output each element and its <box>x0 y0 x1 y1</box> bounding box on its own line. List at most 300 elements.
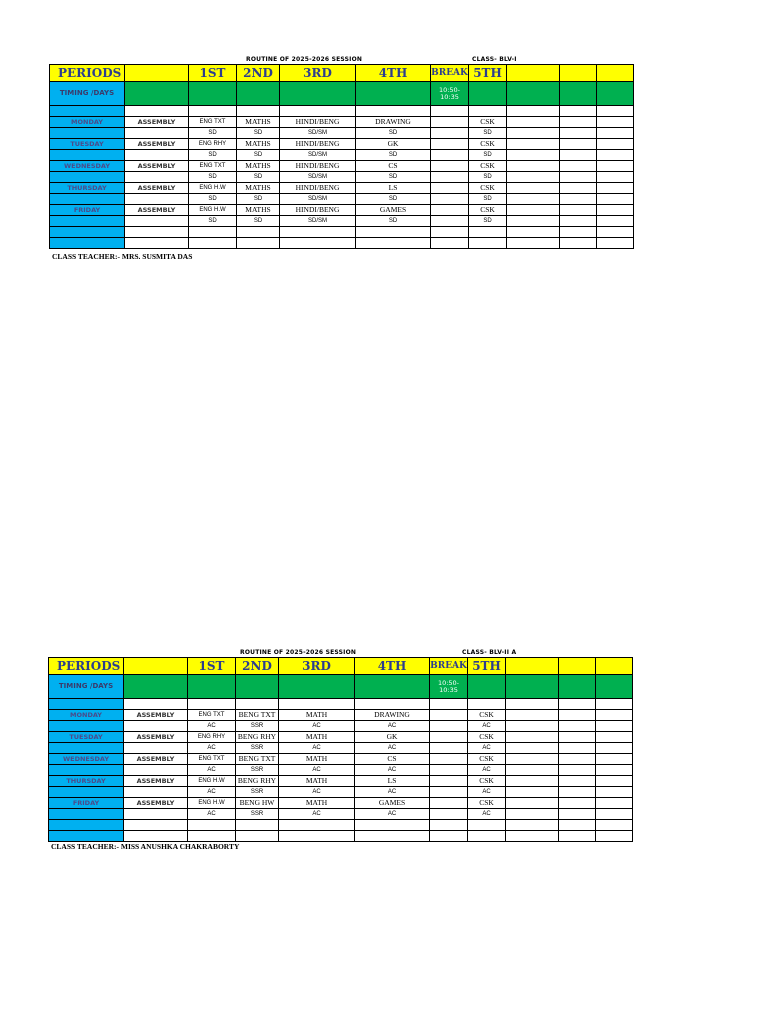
day-cell <box>49 699 124 710</box>
day-cell <box>50 128 125 139</box>
timing-cell <box>124 675 188 699</box>
subject-cell: ENG H.W <box>188 776 236 787</box>
break-cell <box>430 754 468 765</box>
teacher-cell: SD <box>237 150 280 161</box>
header-blank <box>507 65 560 82</box>
day-cell <box>50 150 125 161</box>
table-row <box>50 227 634 238</box>
subject-cell: HINDI/BENG <box>280 139 356 150</box>
table-cell <box>507 172 560 183</box>
table-cell <box>125 216 189 227</box>
table-cell <box>559 710 596 721</box>
teacher-cell: AC <box>468 809 506 820</box>
table-cell <box>507 183 560 194</box>
break-cell <box>430 710 468 721</box>
table-row <box>49 831 633 842</box>
table-cell <box>468 831 506 842</box>
table-row <box>50 65 634 82</box>
table-cell <box>596 721 633 732</box>
table-cell <box>596 798 633 809</box>
header-period-2: 2ND <box>237 65 280 82</box>
table-cell <box>596 787 633 798</box>
subject-cell: BENG RHY <box>236 732 279 743</box>
header-break: BREAK <box>431 65 469 82</box>
table-cell <box>596 710 633 721</box>
teacher-cell: AC <box>468 743 506 754</box>
teacher-cell: SSR <box>236 809 279 820</box>
day-thursday: THURSDAY <box>50 183 125 194</box>
break-cell <box>430 732 468 743</box>
timing-cell <box>560 82 597 106</box>
subject-cell: CS <box>355 754 430 765</box>
teacher-cell: SD <box>356 128 431 139</box>
subject-cell: MATHS <box>237 161 280 172</box>
subject-cell: HINDI/BENG <box>280 183 356 194</box>
header-period-3: 3RD <box>279 658 355 675</box>
table-cell <box>125 238 189 249</box>
table-cell <box>559 765 596 776</box>
timing-cell <box>506 675 559 699</box>
subject-cell: DRAWING <box>355 710 430 721</box>
table-cell <box>124 820 188 831</box>
timing-cell <box>469 82 507 106</box>
table-cell <box>356 106 431 117</box>
teacher-cell: SD <box>237 216 280 227</box>
table-row <box>50 172 634 183</box>
table-cell <box>559 798 596 809</box>
table-row <box>49 809 633 820</box>
table-row <box>50 194 634 205</box>
teacher-cell: SD <box>469 216 507 227</box>
table-row <box>50 82 634 106</box>
routine-table <box>48 657 633 842</box>
table-cell <box>560 128 597 139</box>
table-cell <box>125 106 189 117</box>
table-cell <box>236 831 279 842</box>
teacher-cell: AC <box>355 721 430 732</box>
table-row <box>49 765 633 776</box>
assembly-cell: ASSEMBLY <box>124 754 188 765</box>
table-cell <box>279 699 355 710</box>
subject-cell: MATHS <box>237 205 280 216</box>
teacher-cell: SD <box>356 216 431 227</box>
assembly-cell: ASSEMBLY <box>125 139 189 150</box>
break-cell <box>431 183 469 194</box>
table-cell <box>560 117 597 128</box>
break-cell <box>431 172 469 183</box>
table-cell <box>507 106 560 117</box>
break-time: 10:50- 10:35 <box>431 82 469 106</box>
break-cell <box>430 798 468 809</box>
table-cell <box>597 216 634 227</box>
table-row <box>50 150 634 161</box>
teacher-cell: AC <box>188 721 236 732</box>
timing-cell <box>279 675 355 699</box>
subject-cell: ENG TXT <box>188 754 236 765</box>
teacher-cell: AC <box>279 787 355 798</box>
timing-cell <box>468 675 506 699</box>
day-wednesday: WEDNESDAY <box>49 754 124 765</box>
teacher-cell: SD <box>356 172 431 183</box>
table-cell <box>468 820 506 831</box>
break-cell <box>430 787 468 798</box>
day-wednesday: WEDNESDAY <box>50 161 125 172</box>
subject-cell: CSK <box>468 754 506 765</box>
table-row <box>50 205 634 216</box>
timing-days-label: TIMING /DAYS <box>50 82 125 106</box>
timing-cell <box>596 675 633 699</box>
table-cell <box>596 831 633 842</box>
break-cell <box>430 721 468 732</box>
break-cell <box>430 743 468 754</box>
table-cell <box>597 128 634 139</box>
table-cell <box>236 820 279 831</box>
table-cell <box>507 150 560 161</box>
table-cell <box>559 732 596 743</box>
table-cell <box>124 699 188 710</box>
table-cell <box>597 161 634 172</box>
routine-title: ROUTINE OF 2025-2026 SESSION <box>240 649 357 656</box>
table-cell <box>279 820 355 831</box>
table-cell <box>597 205 634 216</box>
teacher-cell: SD <box>469 128 507 139</box>
table-cell <box>280 238 356 249</box>
teacher-cell: SD <box>189 172 237 183</box>
day-cell <box>50 238 125 249</box>
table-row <box>50 106 634 117</box>
subject-cell: ENG TXT <box>189 161 237 172</box>
table-cell <box>596 809 633 820</box>
table-row <box>49 675 633 699</box>
day-monday: MONDAY <box>50 117 125 128</box>
header-blank <box>125 65 189 82</box>
class-label: CLASS- BLV-II A <box>462 649 517 656</box>
table-cell <box>188 820 236 831</box>
day-cell <box>50 227 125 238</box>
teacher-cell: AC <box>468 721 506 732</box>
table-row <box>49 776 633 787</box>
header-blank <box>560 65 597 82</box>
teacher-cell: SSR <box>236 787 279 798</box>
assembly-cell: ASSEMBLY <box>125 205 189 216</box>
table-cell <box>469 238 507 249</box>
table-cell <box>506 732 559 743</box>
table-cell <box>597 117 634 128</box>
table-cell <box>560 161 597 172</box>
subject-cell: HINDI/BENG <box>280 205 356 216</box>
subject-cell: LS <box>355 776 430 787</box>
table-cell <box>597 106 634 117</box>
table-cell <box>431 106 469 117</box>
break-cell <box>431 128 469 139</box>
table-row <box>50 117 634 128</box>
day-thursday: THURSDAY <box>49 776 124 787</box>
header-periods: PERIODS <box>50 65 125 82</box>
day-cell <box>50 216 125 227</box>
assembly-cell: ASSEMBLY <box>124 710 188 721</box>
table-cell <box>507 205 560 216</box>
table-cell <box>188 699 236 710</box>
break-cell <box>431 150 469 161</box>
header-period-4: 4TH <box>356 65 431 82</box>
day-friday: FRIDAY <box>50 205 125 216</box>
table-cell <box>507 227 560 238</box>
table-cell <box>507 117 560 128</box>
table-cell <box>596 699 633 710</box>
table-cell <box>431 227 469 238</box>
table-cell <box>356 227 431 238</box>
table-cell <box>430 820 468 831</box>
table-cell <box>560 238 597 249</box>
subject-cell: CSK <box>469 205 507 216</box>
header-blank <box>124 658 188 675</box>
timing-cell <box>280 82 356 106</box>
table-cell <box>124 721 188 732</box>
teacher-cell: SD <box>237 172 280 183</box>
subject-cell: ENG H.W <box>189 183 237 194</box>
class-teacher: CLASS TEACHER:- MRS. SUSMITA DAS <box>52 252 193 261</box>
header-blank <box>506 658 559 675</box>
break-cell <box>431 205 469 216</box>
table-cell <box>355 831 430 842</box>
day-cell <box>49 787 124 798</box>
table-cell <box>559 831 596 842</box>
table-row <box>50 139 634 150</box>
subject-cell: MATH <box>279 798 355 809</box>
table-cell <box>125 172 189 183</box>
subject-cell: MATH <box>279 754 355 765</box>
header-period-1: 1ST <box>188 658 236 675</box>
day-cell <box>49 765 124 776</box>
table-cell <box>507 194 560 205</box>
teacher-cell: AC <box>188 765 236 776</box>
subject-cell: MATHS <box>237 139 280 150</box>
table-row <box>50 161 634 172</box>
subject-cell: MATH <box>279 710 355 721</box>
table-cell <box>596 754 633 765</box>
teacher-cell: AC <box>279 765 355 776</box>
subject-cell: ENG TXT <box>188 710 236 721</box>
table-cell <box>597 139 634 150</box>
teacher-cell: SD <box>237 128 280 139</box>
break-cell <box>431 139 469 150</box>
table-cell <box>560 139 597 150</box>
teacher-cell: SSR <box>236 721 279 732</box>
header-blank <box>596 658 633 675</box>
subject-cell: MATH <box>279 732 355 743</box>
table-cell <box>125 227 189 238</box>
table-cell <box>355 699 430 710</box>
break-cell <box>431 216 469 227</box>
table-cell <box>560 194 597 205</box>
timing-cell <box>355 675 430 699</box>
table-cell <box>597 238 634 249</box>
timing-cell <box>188 675 236 699</box>
teacher-cell: AC <box>188 787 236 798</box>
table-cell <box>356 238 431 249</box>
break-cell <box>431 194 469 205</box>
table-cell <box>597 227 634 238</box>
timing-cell <box>237 82 280 106</box>
timing-days-label: TIMING /DAYS <box>49 675 124 699</box>
table-cell <box>597 150 634 161</box>
timing-cell <box>236 675 279 699</box>
teacher-cell: AC <box>279 809 355 820</box>
class-teacher: CLASS TEACHER:- MISS ANUSHKA CHAKRABORTY <box>51 842 240 851</box>
timing-cell <box>507 82 560 106</box>
table-cell <box>280 106 356 117</box>
routine-table <box>49 64 634 249</box>
table-row <box>49 710 633 721</box>
header-blank <box>597 65 634 82</box>
break-cell <box>431 117 469 128</box>
table-cell <box>506 710 559 721</box>
table-cell <box>596 765 633 776</box>
subject-cell: BENG TXT <box>236 710 279 721</box>
teacher-cell: AC <box>468 787 506 798</box>
table-cell <box>559 820 596 831</box>
routine-sheet <box>0 645 768 945</box>
routine-title: ROUTINE OF 2025-2026 SESSION <box>246 56 363 63</box>
teacher-cell: AC <box>355 765 430 776</box>
subject-cell: GAMES <box>355 798 430 809</box>
table-cell <box>560 172 597 183</box>
subject-cell: GK <box>356 139 431 150</box>
header-period-2: 2ND <box>236 658 279 675</box>
teacher-cell: AC <box>355 787 430 798</box>
day-cell <box>50 106 125 117</box>
teacher-cell: AC <box>188 809 236 820</box>
subject-cell: GK <box>355 732 430 743</box>
table-cell <box>124 765 188 776</box>
table-cell <box>124 743 188 754</box>
teacher-cell: SD/SM <box>280 150 356 161</box>
table-cell <box>430 699 468 710</box>
teacher-cell: SD <box>189 150 237 161</box>
subject-cell: CSK <box>469 139 507 150</box>
table-cell <box>189 227 237 238</box>
table-cell <box>506 721 559 732</box>
subject-cell: MATHS <box>237 117 280 128</box>
table-cell <box>468 699 506 710</box>
subject-cell: BENG TXT <box>236 754 279 765</box>
teacher-cell: SD/SM <box>280 216 356 227</box>
table-cell <box>279 831 355 842</box>
header-period-5: 5TH <box>469 65 507 82</box>
routine-sheet <box>0 52 768 352</box>
table-cell <box>597 183 634 194</box>
table-row <box>49 658 633 675</box>
class-label: CLASS- BLV-I <box>472 56 517 63</box>
day-cell <box>49 820 124 831</box>
table-cell <box>124 787 188 798</box>
table-cell <box>469 227 507 238</box>
table-cell <box>596 820 633 831</box>
table-cell <box>280 227 356 238</box>
subject-cell: BENG RHY <box>236 776 279 787</box>
teacher-cell: SD <box>469 150 507 161</box>
teacher-cell: SD <box>469 172 507 183</box>
teacher-cell: SSR <box>236 743 279 754</box>
break-cell <box>430 776 468 787</box>
table-cell <box>236 699 279 710</box>
table-row <box>50 183 634 194</box>
assembly-cell: ASSEMBLY <box>125 161 189 172</box>
table-cell <box>506 743 559 754</box>
break-cell <box>430 809 468 820</box>
subject-cell: HINDI/BENG <box>280 117 356 128</box>
teacher-cell: SSR <box>236 765 279 776</box>
table-cell <box>125 150 189 161</box>
subject-cell: ENG TXT <box>189 117 237 128</box>
assembly-cell: ASSEMBLY <box>125 117 189 128</box>
assembly-cell: ASSEMBLY <box>125 183 189 194</box>
teacher-cell: SD <box>189 194 237 205</box>
subject-cell: CSK <box>469 117 507 128</box>
subject-cell: CSK <box>469 183 507 194</box>
subject-cell: MATHS <box>237 183 280 194</box>
assembly-cell: ASSEMBLY <box>124 732 188 743</box>
day-tuesday: TUESDAY <box>50 139 125 150</box>
table-cell <box>596 743 633 754</box>
timing-cell <box>125 82 189 106</box>
timing-cell <box>356 82 431 106</box>
table-cell <box>469 106 507 117</box>
subject-cell: CSK <box>468 798 506 809</box>
assembly-cell: ASSEMBLY <box>124 776 188 787</box>
subject-cell: ENG RHY <box>188 732 236 743</box>
table-cell <box>597 194 634 205</box>
table-cell <box>559 809 596 820</box>
table-cell <box>596 732 633 743</box>
table-cell <box>237 238 280 249</box>
table-cell <box>507 238 560 249</box>
teacher-cell: SD/SM <box>280 128 356 139</box>
table-cell <box>189 106 237 117</box>
teacher-cell: SD <box>356 150 431 161</box>
teacher-cell: SD <box>189 216 237 227</box>
table-cell <box>506 699 559 710</box>
day-cell <box>50 172 125 183</box>
table-cell <box>506 765 559 776</box>
table-cell <box>124 809 188 820</box>
table-cell <box>506 787 559 798</box>
table-cell <box>188 831 236 842</box>
break-time: 10:50- 10:35 <box>430 675 468 699</box>
subject-cell: ENG H.W <box>188 798 236 809</box>
teacher-cell: AC <box>279 721 355 732</box>
table-cell <box>355 820 430 831</box>
table-cell <box>506 820 559 831</box>
table-cell <box>506 798 559 809</box>
day-cell <box>49 721 124 732</box>
table-cell <box>507 161 560 172</box>
table-row <box>49 699 633 710</box>
subject-cell: ENG H.W <box>189 205 237 216</box>
subject-cell: LS <box>356 183 431 194</box>
subject-cell: CS <box>356 161 431 172</box>
table-cell <box>430 831 468 842</box>
timing-cell <box>597 82 634 106</box>
table-cell <box>559 721 596 732</box>
teacher-cell: SD <box>237 194 280 205</box>
table-cell <box>237 227 280 238</box>
table-cell <box>559 754 596 765</box>
table-row <box>49 754 633 765</box>
teacher-cell: AC <box>355 743 430 754</box>
header-period-5: 5TH <box>468 658 506 675</box>
table-cell <box>189 238 237 249</box>
